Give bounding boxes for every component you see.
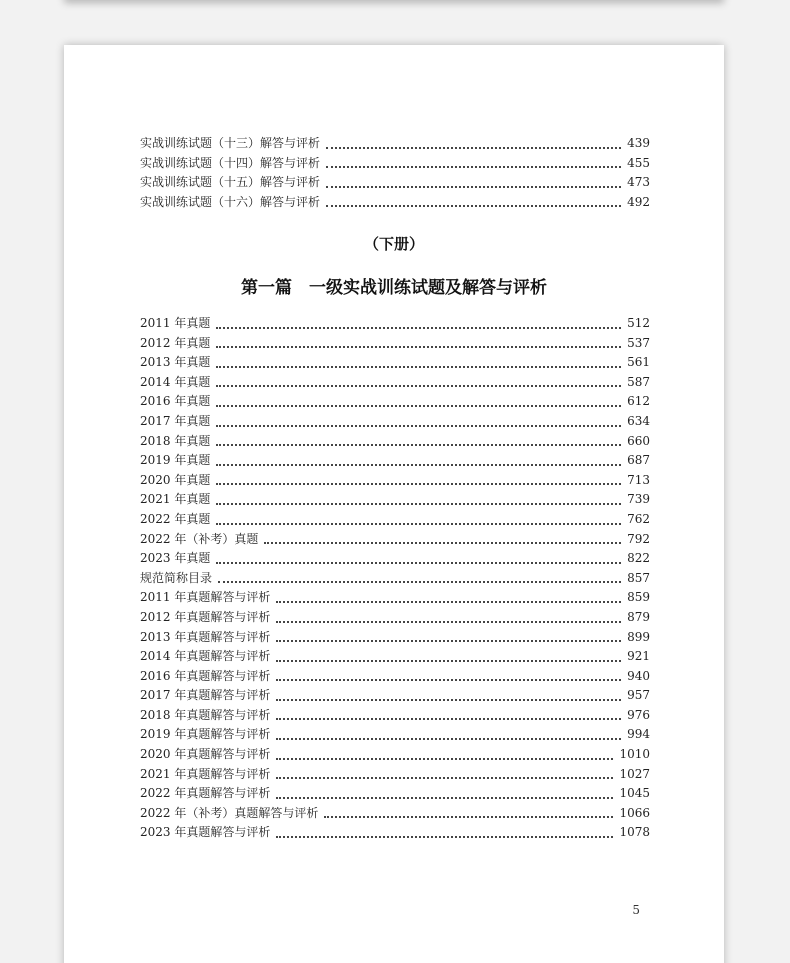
toc-entry[interactable] [140, 314, 650, 334]
toc-entry[interactable] [140, 193, 650, 213]
toc-entry-page: 1010 [619, 747, 650, 762]
toc-entry[interactable] [140, 490, 650, 510]
toc-entry[interactable] [140, 569, 650, 589]
toc-leader-dots [326, 147, 621, 149]
toc-entry-label: 2019 年真题 [140, 453, 211, 468]
toc-entry-label: 实战训练试题（十五）解答与评析 [140, 175, 321, 190]
toc-entry-label: 2019 年真题解答与评析 [140, 727, 271, 742]
toc-entry-page: 976 [627, 707, 650, 722]
toc-entry[interactable] [140, 549, 650, 569]
toc-entry-label: 2021 年真题 [140, 492, 211, 507]
toc-entry-label: 2020 年真题 [140, 472, 211, 487]
toc-leader-dots [276, 777, 613, 779]
toc-leader-dots [216, 385, 621, 387]
toc-entry[interactable] [140, 173, 650, 193]
toc-entry-page: 561 [627, 355, 650, 370]
toc-leader-dots [276, 621, 621, 623]
toc-leader-dots [218, 581, 621, 583]
toc-entry-page: 455 [627, 155, 650, 170]
toc-leader-dots [326, 205, 621, 207]
toc-entry-page: 439 [627, 136, 650, 150]
page-number: 5 [632, 903, 640, 917]
toc-leader-dots [216, 523, 621, 525]
toc-entry[interactable] [140, 686, 650, 706]
toc-leader-dots [216, 444, 621, 446]
toc-leader-dots [276, 738, 621, 740]
toc-entry[interactable] [140, 510, 650, 530]
toc-entry[interactable] [140, 432, 650, 452]
toc-entry-label: 实战训练试题（十三）解答与评析 [140, 136, 321, 150]
toc-entry-page: 994 [627, 727, 650, 742]
toc-entry-page: 921 [627, 649, 650, 664]
toc-entry-page: 822 [627, 551, 650, 566]
toc-entry-label: 2022 年（补考）真题解答与评析 [140, 805, 319, 820]
toc-entry-label: 2013 年真题 [140, 355, 211, 370]
toc-entry-label: 2013 年真题解答与评析 [140, 629, 271, 644]
toc-entry[interactable] [140, 608, 650, 628]
toc-entry-page: 612 [627, 394, 650, 409]
toc-leader-dots [216, 405, 621, 407]
toc-entry[interactable] [140, 373, 650, 393]
toc-entry-page: 492 [627, 194, 650, 209]
toc-leader-dots [216, 562, 621, 564]
toc-entry[interactable] [140, 765, 650, 785]
toc-entry[interactable] [140, 353, 650, 373]
toc-list-main [140, 314, 650, 843]
toc-entry-page: 634 [627, 413, 650, 428]
toc-entry-page: 857 [627, 570, 650, 585]
toc-leader-dots [264, 542, 621, 544]
toc-entry-label: 2021 年真题解答与评析 [140, 766, 271, 781]
toc-entry-page: 792 [627, 531, 650, 546]
toc-entry[interactable] [140, 804, 650, 824]
toc-entry-label: 实战训练试题（十六）解答与评析 [140, 194, 321, 209]
toc-entry-page: 537 [627, 335, 650, 350]
toc-leader-dots [216, 483, 621, 485]
toc-entry-label: 2018 年真题解答与评析 [140, 707, 271, 722]
toc-leader-dots [326, 186, 621, 188]
toc-entry-page: 660 [627, 433, 650, 448]
toc-entry[interactable] [140, 588, 650, 608]
toc-entry-page: 1078 [619, 825, 650, 840]
toc-entry-label: 2016 年真题解答与评析 [140, 668, 271, 683]
toc-entry[interactable] [140, 647, 650, 667]
toc-entry-page: 473 [627, 175, 650, 190]
toc-entry[interactable] [140, 784, 650, 804]
toc-entry-label: 2012 年真题 [140, 335, 211, 350]
toc-entry-label: 2011 年真题 [140, 316, 211, 330]
toc-entry-label: 2016 年真题 [140, 394, 211, 409]
toc-leader-dots [276, 758, 613, 760]
toc-entry[interactable] [140, 412, 650, 432]
toc-leader-dots [276, 601, 621, 603]
toc-list-upper [140, 134, 650, 212]
toc-entry-label: 2020 年真题解答与评析 [140, 747, 271, 762]
toc-leader-dots [216, 346, 621, 348]
toc-entry[interactable] [140, 392, 650, 412]
toc-leader-dots [276, 718, 621, 720]
toc-entry-page: 687 [627, 453, 650, 468]
toc-entry-label: 实战训练试题（十四）解答与评析 [140, 155, 321, 170]
toc-entry-label: 2022 年（补考）真题 [140, 531, 259, 546]
toc-entry-page: 859 [627, 590, 650, 605]
toc-entry[interactable] [140, 725, 650, 745]
toc-entry[interactable] [140, 154, 650, 174]
toc-entry-page: 713 [627, 472, 650, 487]
toc-entry-label: 2012 年真题解答与评析 [140, 609, 271, 624]
toc-leader-dots [216, 327, 621, 329]
toc-entry-page: 512 [627, 316, 650, 330]
toc-entry-label: 2022 年真题 [140, 511, 211, 526]
toc-entry-label: 2017 年真题 [140, 413, 211, 428]
toc-leader-dots [276, 640, 621, 642]
toc-entry[interactable] [140, 451, 650, 471]
toc-entry-page: 762 [627, 511, 650, 526]
toc-leader-dots [276, 679, 621, 681]
toc-entry-page: 1027 [619, 766, 650, 781]
toc-entry-label: 2018 年真题 [140, 433, 211, 448]
toc-leader-dots [216, 503, 621, 505]
toc-entry[interactable] [140, 530, 650, 550]
toc-leader-dots [276, 797, 613, 799]
toc-leader-dots [276, 660, 621, 662]
toc-entry[interactable] [140, 134, 650, 154]
toc-leader-dots [216, 464, 621, 466]
toc-leader-dots [324, 816, 613, 818]
toc-entry-label: 2011 年真题解答与评析 [140, 590, 271, 605]
toc-leader-dots [216, 425, 621, 427]
toc-entry[interactable] [140, 706, 650, 726]
volume-heading: （下册） [363, 235, 424, 253]
toc-entry-label: 2022 年真题解答与评析 [140, 786, 271, 801]
toc-entry-label: 2014 年真题解答与评析 [140, 649, 271, 664]
toc-entry-label: 2017 年真题解答与评析 [140, 688, 271, 703]
toc-entry-page: 957 [627, 688, 650, 703]
toc-leader-dots [326, 166, 621, 168]
toc-entry-page: 739 [627, 492, 650, 507]
toc-entry-page: 587 [627, 374, 650, 389]
toc-entry-page: 940 [627, 668, 650, 683]
toc-entry-page: 1045 [619, 786, 650, 801]
toc-entry[interactable] [140, 471, 650, 491]
toc-entry-label: 2014 年真题 [140, 374, 211, 389]
toc-entry-label: 规范简称目录 [140, 570, 213, 585]
toc-entry[interactable] [140, 628, 650, 648]
toc-leader-dots [276, 836, 613, 838]
toc-entry[interactable] [140, 334, 650, 354]
toc-entry-page: 899 [627, 629, 650, 644]
toc-entry-page: 1066 [619, 805, 650, 820]
toc-entry[interactable] [140, 823, 650, 843]
document-page [64, 45, 724, 963]
toc-leader-dots [216, 366, 621, 368]
toc-leader-dots [276, 699, 621, 701]
toc-entry-label: 2023 年真题 [140, 551, 211, 566]
part-heading: 第一篇 一级实战训练试题及解答与评析 [241, 278, 547, 298]
toc-entry-label: 2023 年真题解答与评析 [140, 825, 271, 840]
toc-entry[interactable] [140, 745, 650, 765]
toc-entry-page: 879 [627, 609, 650, 624]
toc-entry[interactable] [140, 667, 650, 687]
